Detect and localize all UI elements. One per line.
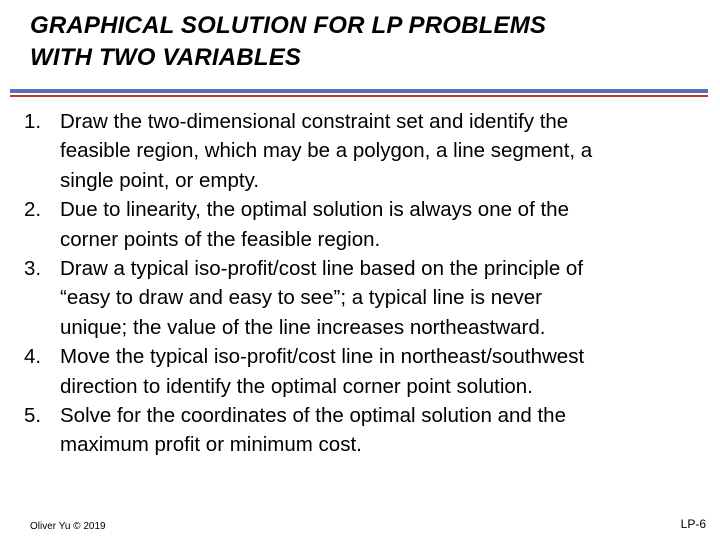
step-text-line: maximum profit or minimum cost. bbox=[60, 433, 362, 457]
step-2 bbox=[24, 195, 694, 254]
step-number: 4. bbox=[24, 345, 42, 369]
step-number: 5. bbox=[24, 404, 42, 428]
step-3 bbox=[24, 254, 694, 342]
step-number: 3. bbox=[24, 257, 42, 281]
step-1 bbox=[24, 107, 694, 195]
title-divider-blue bbox=[10, 89, 708, 93]
step-number: 1. bbox=[24, 110, 42, 133]
step-text-line: corner points of the feasible region. bbox=[60, 227, 381, 251]
title-line-1: GRAPHICAL SOLUTION FOR LP PROBLEMS bbox=[30, 12, 547, 39]
page-number: LP-6 bbox=[680, 517, 706, 531]
step-5 bbox=[24, 401, 694, 460]
step-text-line: direction to identify the optimal corner point solution. bbox=[60, 374, 533, 398]
step-number: 2. bbox=[24, 198, 42, 222]
step-text-line: unique; the value of the line increases northeastward. bbox=[60, 315, 546, 339]
title-line-2: WITH TWO VARIABLES bbox=[30, 44, 302, 71]
slide-title bbox=[30, 10, 710, 74]
step-text-line: Due to linearity, the optimal solution is always one of the bbox=[60, 198, 569, 222]
step-text-line: Draw a typical iso-profit/cost line based on the principle of bbox=[60, 257, 584, 281]
title-divider-red bbox=[10, 95, 708, 97]
step-text-line: Draw the two-dimensional constraint set and identify the bbox=[60, 110, 569, 133]
step-4 bbox=[24, 342, 694, 401]
step-text-line: Move the typical iso-profit/cost line in northeast/southwest bbox=[60, 345, 585, 369]
steps-list bbox=[24, 107, 694, 460]
step-text-line: Solve for the coordinates of the optimal solution and the bbox=[60, 404, 566, 428]
footer-author: Oliver Yu © 2019 bbox=[30, 521, 106, 532]
step-text-line: “easy to draw and easy to see”; a typical line is never bbox=[60, 286, 542, 310]
step-text-line: feasible region, which may be a polygon, a line segment, a bbox=[60, 139, 593, 163]
step-text-line: single point, or empty. bbox=[60, 168, 260, 192]
